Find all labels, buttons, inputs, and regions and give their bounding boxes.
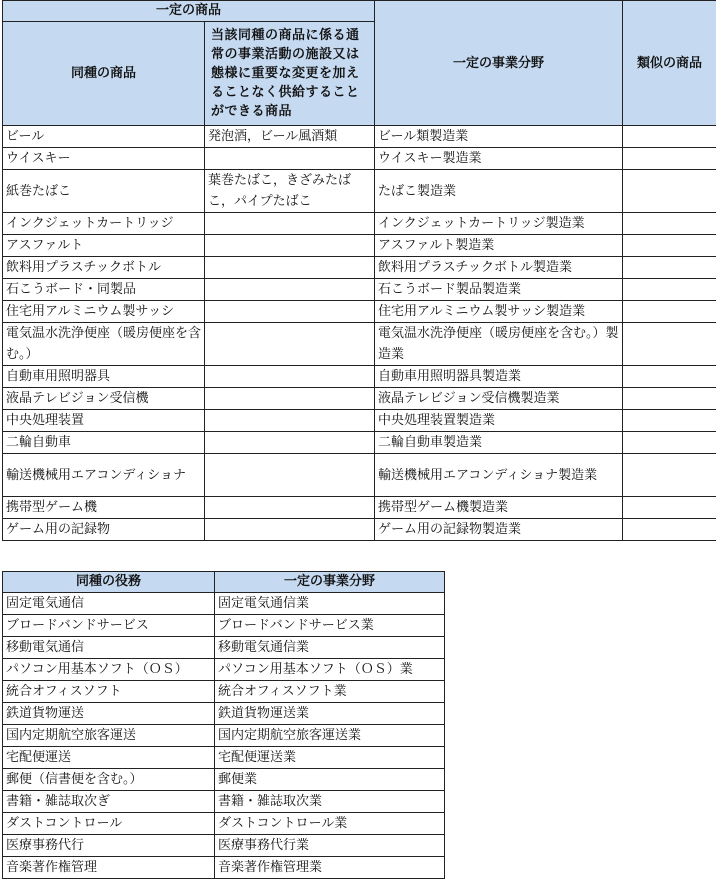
business-field-cell: ゲーム用の記録物製造業	[375, 519, 623, 541]
service-field-cell: 鉄道貨物運送業	[215, 703, 445, 725]
similar-goods-cell	[623, 235, 716, 257]
service-field-cell: 国内定期航空旅客運送業	[215, 725, 445, 747]
similar-goods-cell	[623, 126, 716, 148]
supplyable-goods-cell	[205, 279, 375, 301]
service-field-cell: 宅配便運送業	[215, 747, 445, 769]
same-service-cell: ブロードバンドサービス	[3, 615, 215, 637]
same-service-cell: 音楽著作権管理	[3, 857, 215, 879]
service-field-cell: 医療事務代行業	[215, 835, 445, 857]
same-goods-cell: 中央処理装置	[3, 410, 205, 432]
business-field-cell: 中央処理装置製造業	[375, 410, 623, 432]
supplyable-goods-cell	[205, 519, 375, 541]
supplyable-goods-cell: 葉巻たばこ，きざみたばこ，パイプたばこ	[205, 170, 375, 213]
service-field-cell: 郵便業	[215, 769, 445, 791]
business-field-cell: 自動車用照明器具製造業	[375, 366, 623, 388]
table-row	[3, 769, 445, 791]
service-field-cell: 統合オフィスソフト業	[215, 681, 445, 703]
service-field-cell: パソコン用基本ソフト（ＯＳ）業	[215, 659, 445, 681]
table-row	[3, 637, 445, 659]
table-row	[3, 257, 716, 279]
same-goods-cell: 飲料用プラスチックボトル	[3, 257, 205, 279]
header-same-goods: 同種の商品	[3, 22, 205, 126]
header-business-field: 一定の事業分野	[375, 1, 623, 126]
service-field-cell: 固定電気通信業	[215, 593, 445, 615]
table-row	[3, 747, 445, 769]
table-row	[3, 813, 445, 835]
same-service-cell: 固定電気通信	[3, 593, 215, 615]
business-field-cell: 住宅用アルミニウム製サッシ製造業	[375, 301, 623, 323]
supplyable-goods-cell	[205, 257, 375, 279]
same-goods-cell: 自動車用照明器具	[3, 366, 205, 388]
business-field-cell: 液晶テレビジョン受信機製造業	[375, 388, 623, 410]
same-goods-cell: 液晶テレビジョン受信機	[3, 388, 205, 410]
business-field-cell: ウイスキー製造業	[375, 148, 623, 170]
similar-goods-cell	[623, 279, 716, 301]
business-field-cell: 輸送機械用エアコンディショナ製造業	[375, 454, 623, 497]
table-row	[3, 410, 716, 432]
same-goods-cell: 携帯型ゲーム機	[3, 497, 205, 519]
similar-goods-cell	[623, 148, 716, 170]
same-service-cell: 国内定期航空旅客運送	[3, 725, 215, 747]
business-field-cell: 飲料用プラスチックボトル製造業	[375, 257, 623, 279]
similar-goods-cell	[623, 454, 716, 497]
similar-goods-cell	[623, 301, 716, 323]
services-market-table	[2, 571, 445, 879]
same-goods-cell: ウイスキー	[3, 148, 205, 170]
table-row	[3, 235, 716, 257]
business-field-cell: アスファルト製造業	[375, 235, 623, 257]
goods-market-table	[2, 0, 716, 541]
supplyable-goods-cell	[205, 366, 375, 388]
same-goods-cell: アスファルト	[3, 235, 205, 257]
service-field-cell: 音楽著作権管理業	[215, 857, 445, 879]
supplyable-goods-cell: 発泡酒，ビール風酒類	[205, 126, 375, 148]
service-field-cell: 移動電気通信業	[215, 637, 445, 659]
same-goods-cell: 石こうボード・同製品	[3, 279, 205, 301]
header-similar-goods: 類似の商品	[623, 1, 716, 126]
same-service-cell: パソコン用基本ソフト（ＯＳ）	[3, 659, 215, 681]
supplyable-goods-cell	[205, 497, 375, 519]
similar-goods-cell	[623, 497, 716, 519]
table-row	[3, 323, 716, 366]
similar-goods-cell	[623, 213, 716, 235]
table-row	[3, 213, 716, 235]
same-service-cell: 郵便（信書便を含む。）	[3, 769, 215, 791]
table-row	[3, 454, 716, 497]
similar-goods-cell	[623, 410, 716, 432]
supplyable-goods-cell	[205, 323, 375, 366]
same-service-cell: 統合オフィスソフト	[3, 681, 215, 703]
table-row	[3, 432, 716, 454]
table-row	[3, 703, 445, 725]
supplyable-goods-cell	[205, 213, 375, 235]
similar-goods-cell	[623, 519, 716, 541]
supplyable-goods-cell	[205, 148, 375, 170]
table-row	[3, 519, 716, 541]
supplyable-goods-cell	[205, 301, 375, 323]
service-field-cell: ブロードバンドサービス業	[215, 615, 445, 637]
table-row	[3, 835, 445, 857]
service-field-cell: 書籍・雑誌取次業	[215, 791, 445, 813]
similar-goods-cell	[623, 323, 716, 366]
business-field-cell: インクジェットカートリッジ製造業	[375, 213, 623, 235]
supplyable-goods-cell	[205, 454, 375, 497]
similar-goods-cell	[623, 366, 716, 388]
table-row	[3, 681, 445, 703]
header-same-services: 同種の役務	[3, 572, 215, 593]
same-service-cell: 鉄道貨物運送	[3, 703, 215, 725]
header-service-field: 一定の事業分野	[215, 572, 445, 593]
table-row	[3, 148, 716, 170]
same-service-cell: 書籍・雑誌取次ぎ	[3, 791, 215, 813]
same-service-cell: 医療事務代行	[3, 835, 215, 857]
table-row	[3, 615, 445, 637]
service-field-cell: ダストコントロール業	[215, 813, 445, 835]
business-field-cell: 二輪自動車製造業	[375, 432, 623, 454]
business-field-cell: 電気温水洗浄便座（暖房便座を含む。）製造業	[375, 323, 623, 366]
similar-goods-cell	[623, 257, 716, 279]
same-goods-cell: 二輪自動車	[3, 432, 205, 454]
table-row	[3, 279, 716, 301]
same-goods-cell: 紙巻たばこ	[3, 170, 205, 213]
same-service-cell: ダストコントロール	[3, 813, 215, 835]
header-certain-goods: 一定の商品	[3, 1, 375, 22]
table-row	[3, 170, 716, 213]
similar-goods-cell	[623, 388, 716, 410]
table-row	[3, 497, 716, 519]
table-row	[3, 388, 716, 410]
table-row	[3, 366, 716, 388]
table-row	[3, 593, 445, 615]
table-row	[3, 725, 445, 747]
business-field-cell: 石こうボード製品製造業	[375, 279, 623, 301]
table-row	[3, 857, 445, 879]
similar-goods-cell	[623, 432, 716, 454]
supplyable-goods-cell	[205, 235, 375, 257]
same-goods-cell: ゲーム用の記録物	[3, 519, 205, 541]
supplyable-goods-cell	[205, 432, 375, 454]
business-field-cell: たばこ製造業	[375, 170, 623, 213]
supplyable-goods-cell	[205, 388, 375, 410]
business-field-cell: ビール類製造業	[375, 126, 623, 148]
table-row	[3, 301, 716, 323]
supplyable-goods-cell	[205, 410, 375, 432]
same-goods-cell: 輸送機械用エアコンディショナ	[3, 454, 205, 497]
header-supplyable-goods: 当該同種の商品に係る通常の事業活動の施設又は態様に重要な変更を加えることなく供給することができる商品	[205, 22, 375, 126]
table-row	[3, 791, 445, 813]
same-goods-cell: ビール	[3, 126, 205, 148]
same-goods-cell: 住宅用アルミニウム製サッシ	[3, 301, 205, 323]
same-service-cell: 宅配便運送	[3, 747, 215, 769]
business-field-cell: 携帯型ゲーム機製造業	[375, 497, 623, 519]
similar-goods-cell	[623, 170, 716, 213]
table-row	[3, 126, 716, 148]
table-row	[3, 659, 445, 681]
same-goods-cell: インクジェットカートリッジ	[3, 213, 205, 235]
same-goods-cell: 電気温水洗浄便座（暖房便座を含む。）	[3, 323, 205, 366]
same-service-cell: 移動電気通信	[3, 637, 215, 659]
